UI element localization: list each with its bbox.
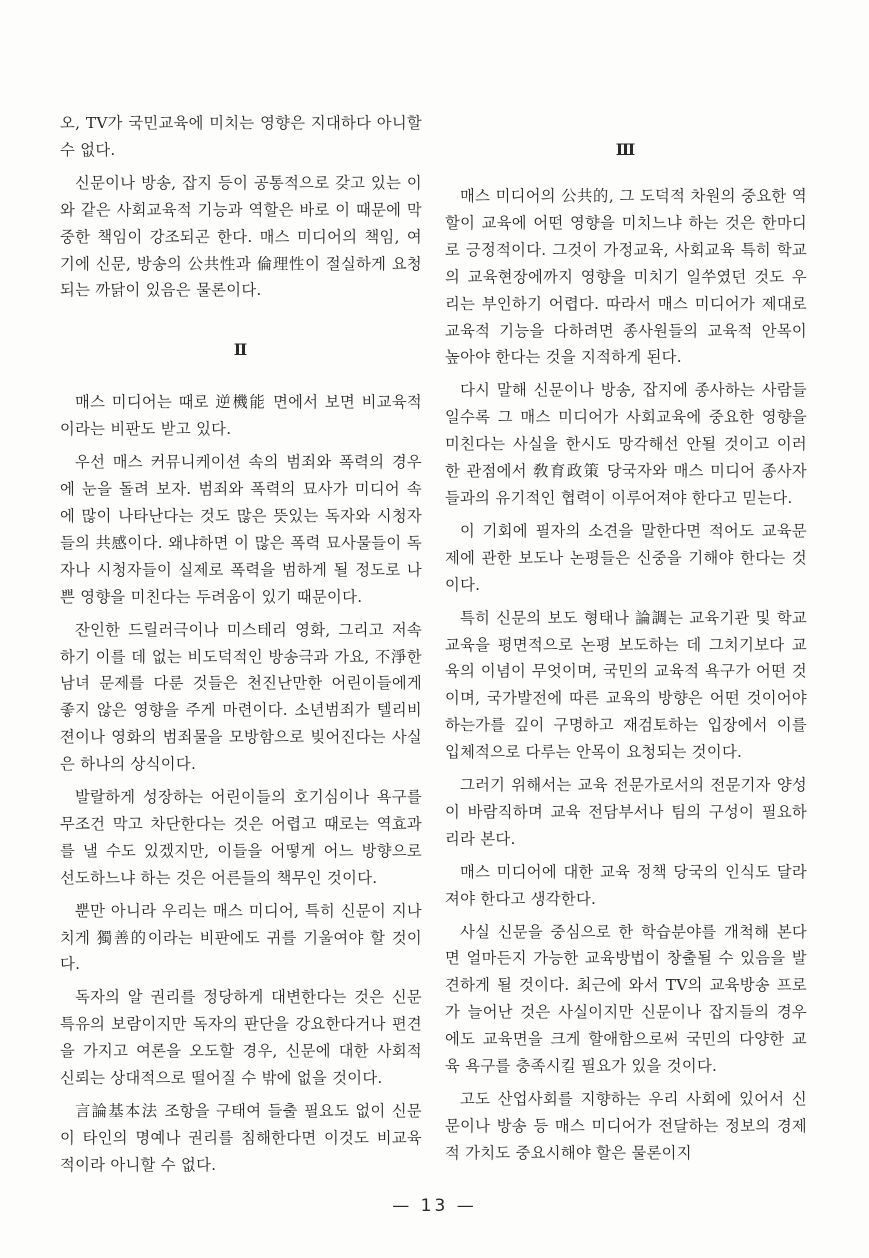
paragraph: 言論基本法 조항을 구태여 들출 필요도 없이 신문이 타인의 명예나 권리를 침해한다면 이것도 비교육적이라 아니할 수 없다. <box>60 1102 422 1174</box>
paragraph: 신문이나 방송, 잡지 등이 공통적으로 갖고 있는 이와 같은 사회교육적 기능과 역할은 바로 이 때문에 막중한 책임이 강조되곤 한다. 매스 미디어의 책임, 여기에 신문, 방송의 公共性과 倫理性이 절실하게 요청되는 까닭이 있음은 물론이다. <box>60 173 422 300</box>
paragraph: 오, TV가 국민교육에 미치는 영향은 지대하다 아니할 수 없다. <box>60 114 422 159</box>
paragraph: 특히 신문의 보도 형태나 論調는 교육기관 및 학교교육을 평면적으로 논평 보도하는 데 그치기보다 교육의 이념이 무엇이며, 국민의 교육적 욕구가 어떤 것이며, 국가발전에 따른 교육의 방향은 어떤 것이어야 하는가를 깊이 구명하고 재검토하는 입장에서 이를 입체적으로 다루는 안목이 요청되는 것이다. <box>445 608 807 762</box>
page-number: — 13 — <box>392 1196 477 1216</box>
paragraph: 이 기회에 필자의 소견을 말한다면 적어도 교육문제에 관한 보도나 논평들은 신중을 기해야 한다는 것이다. <box>445 521 807 594</box>
paragraph: 매스 미디어에 대한 교육 정책 당국의 인식도 달라져야 한다고 생각한다. <box>445 862 807 908</box>
paragraph: 사실 신문을 중심으로 한 학습분야를 개척해 본다면 얼마든지 가능한 교육방법이 창출될 수 있음을 발견하게 될 것이다. 최근에 와서 TV의 교육방송 프로가 늘어난 것은 사실이지만 신문이나 잡지들의 경우에도 교육면을 크게 할애함으로써 국민의 다양한 교육 욕구를 충족시킬 필요가 있을 것이다. <box>445 922 807 1076</box>
left-column <box>60 110 422 1185</box>
paragraph: 독자의 알 권리를 정당하게 대변한다는 것은 신문 특유의 보람이지만 독자의 판단을 강요한다거나 편견을 가지고 여론을 오도할 경우, 신문에 대한 사회적 신뢰는 상대적으로 떨어질 수 밖에 없을 것이다. <box>60 988 422 1088</box>
paragraph: 매스 미디어는 때로 逆機能 면에서 보면 비교육적이라는 비판도 받고 있다. <box>60 393 422 439</box>
paragraph: 다시 말해 신문이나 방송, 잡지에 종사하는 사람들일수록 그 매스 미디어가 사회교육에 중요한 영향을 미친다는 사실을 한시도 망각해선 안될 것이고 이러한 관점에서 敎育政策 당국자와 매스 미디어 종사자들과의 유기적인 협력이 이루어져야 한다고 믿는다. <box>445 381 807 507</box>
paragraph: 잔인한 드릴러극이나 미스테리 영화, 그리고 저속하기 이를 데 없는 비도덕적인 방송극과 가요, 不淨한 남녀 문제를 다룬 것들은 천진난만한 어린이들에게 좋지 않은 영향을 주게 마련이다. 소년범죄가 텔리비젼이나 영화의 범죄물을 모방함으로 빚어진다는 사실은 하나의 상식이다. <box>60 620 422 774</box>
section-heading-2: Ⅱ <box>233 340 249 360</box>
paragraph: 뿐만 아니라 우리는 매스 미디어, 특히 신문이 지나치게 獨善的이라는 비판에도 귀를 기울여야 할 것이다. <box>60 901 422 974</box>
paragraph: 그러기 위해서는 교육 전문가로서의 전문기자 양성이 바람직하며 교육 전담부서나 팀의 구성이 필요하리라 본다. <box>445 776 807 848</box>
section-heading-3: Ⅲ <box>615 140 637 159</box>
paragraph: 발랄하게 성장하는 어린이들의 호기심이나 욕구를 무조건 막고 차단한다는 것은 어렵고 때로는 역효과를 낼 수도 있겠지만, 이들을 어떻게 어느 방향으로 선도하느냐 하는 것은 어른들의 책무인 것이다. <box>60 788 422 887</box>
paragraph: 고도 산업사회를 지향하는 우리 사회에 있어서 신문이나 방송 등 매스 미디어가 전달하는 정보의 경제적 가치도 중요시해야 할은 물론이지 <box>445 1090 807 1162</box>
paragraph: 매스 미디어의 公共的, 그 도덕적 차원의 중요한 역할이 교육에 어떤 영향을 미치느냐 하는 것은 한마디로 긍정적이다. 그것이 가정교육, 사회교육 특히 학교의 교육현장에까지 영향을 미치기 일쑤였던 것도 우리는 부인하기 어렵다. 따라서 매스 미디어가 제대로 교육적 기능을 다하려면 종사원들의 교육적 안목이 높아야 한다는 것을 지적하게 된다. <box>445 187 807 367</box>
paragraph: 우선 매스 커뮤니케이션 속의 범죄와 폭력의 경우에 눈을 돌려 보자. 범죄와 폭력의 묘사가 미디어 속에 많이 나타난다는 것도 많은 뜻있는 독자와 시청자들의 共感이다. 왜냐하면 이 많은 폭력 묘사물들이 독자나 시청자들이 실제로 폭력을 범하게 될 정도로 나쁜 영향을 미친다는 두려움이 있기 때문이다. <box>60 453 422 606</box>
right-column <box>445 183 807 1173</box>
